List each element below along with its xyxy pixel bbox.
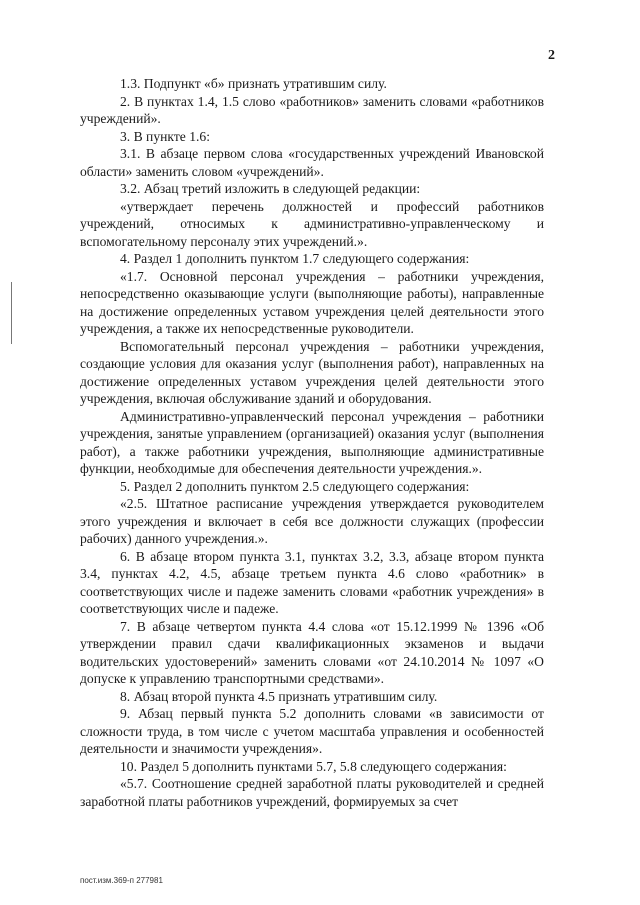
paragraph: 5. Раздел 2 дополнить пунктом 2.5 следующего содержания:: [120, 478, 470, 494]
paragraph: 2. В пунктах 1.4, 1.5 слово «работников» заменить словами «работников учреждений».: [80, 93, 544, 126]
paragraph: 10. Раздел 5 дополнить пунктами 5.7, 5.8 следующего содержания:: [120, 758, 507, 774]
paragraph: 7. В абзаце четвертом пункта 4.4 слова «от 15.12.1999 № 1396 «Об утверждении правил сдачи квалификационных экзаменов и выдачи водительских удостоверений» заменить словами «от 24.10.2014 № 1097 «О допуске к управлению транспортными средствами».: [80, 618, 544, 686]
paragraph: Вспомогательный персонал учреждения – работники учреждения, создающие условия для оказания услуг (выполнения работ), направленных на достижение определенных уставом учреждения целей деятельности этого учреждения, включая обслуживание зданий и оборудования.: [80, 338, 544, 406]
paragraph: «2.5. Штатное расписание учреждения утверждается руководителем этого учреждения и включает в себя все должности служащих (профессии рабочих) данного учреждения.».: [80, 496, 544, 546]
paragraph: 3. В пункте 1.6:: [120, 128, 210, 144]
paragraph: 1.3. Подпункт «б» признать утратившим силу.: [120, 76, 387, 91]
paragraph: 3.2. Абзац третий изложить в следующей редакции:: [120, 181, 421, 196]
margin-mark: [11, 282, 12, 344]
document-body: [80, 75, 544, 810]
paragraph: «1.7. Основной персонал учреждения – работники учреждения, непосредственно оказывающие услуги (выполняющие работы), направленные на достижение определенных уставом учреждения целей деятельности этого учреждения, а также их непосредственные руководители.: [80, 268, 544, 336]
paragraph: 6. В абзаце втором пункта 3.1, пунктах 3.2, 3.3, абзаце втором пункта 3.4, пунктах 4.2, 4.5, абзаце третьем пункта 4.6 слово «работник» в соответствующих числе и падеже заменить словами «работник учреждения» в соответствующих числе и падеже.: [80, 548, 544, 616]
paragraph: 4. Раздел 1 дополнить пунктом 1.7 следующего содержания:: [120, 251, 470, 266]
paragraph: 9. Абзац первый пункта 5.2 дополнить словами «в зависимости от сложности труда, в том числе с учетом масштаба управления и особенностей деятельности и значимости учреждения».: [80, 706, 544, 756]
paragraph: «утверждает перечень должностей и профессий работников учреждений, относимых к административно-управленческому и вспомогательному персоналу этих учреждений.».: [80, 198, 544, 249]
paragraph: 3.1. В абзаце первом слова «государственных учреждений Ивановской области» заменить словом «учреждений».: [80, 146, 544, 179]
page-number: 2: [548, 48, 555, 63]
paragraph: 8. Абзац второй пункта 4.5 признать утратившим силу.: [120, 688, 438, 704]
footer-code: пост.изм.369-п 277981: [80, 876, 163, 885]
paragraph: Административно-управленческий персонал учреждения – работники учреждения, занятые управлением (организацией) оказания услуг (выполнения работ), а также работники учреждения, выполняющие административные функции, необходимые для обеспечения деятельности учреждения.».: [80, 408, 544, 476]
paragraph: «5.7. Соотношение средней заработной платы руководителей и средней заработной платы работников учреждений, формируемых за счет: [80, 776, 544, 809]
